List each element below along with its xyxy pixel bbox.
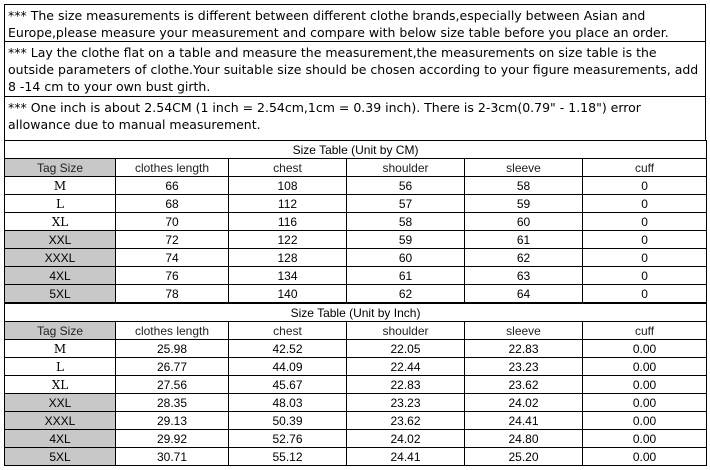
tag-size-cell: M bbox=[5, 340, 116, 358]
column-header: cuff bbox=[583, 322, 707, 340]
column-header: sleeve bbox=[465, 322, 583, 340]
table-row bbox=[5, 213, 707, 231]
table-cell: 0.00 bbox=[583, 340, 707, 358]
table-cell: 23.62 bbox=[465, 376, 583, 394]
table-cell: 26.77 bbox=[116, 358, 229, 376]
table-cell: 108 bbox=[229, 177, 347, 195]
tag-size-cell: XL bbox=[5, 376, 116, 394]
table-cell: 0.00 bbox=[583, 412, 707, 430]
table-cell: 28.35 bbox=[116, 394, 229, 412]
table-cell: 42.52 bbox=[229, 340, 347, 358]
column-header: Tag Size bbox=[5, 322, 116, 340]
table-cell: 116 bbox=[229, 213, 347, 231]
tag-size-cell: XL bbox=[5, 213, 116, 231]
tag-size-cell: 5XL bbox=[5, 285, 116, 303]
table-cell: 29.92 bbox=[116, 430, 229, 448]
table-cell: 55.12 bbox=[229, 448, 347, 466]
table-cell: 24.41 bbox=[347, 448, 465, 466]
column-header: chest bbox=[229, 159, 347, 177]
table-cell: 0.00 bbox=[583, 448, 707, 466]
tag-size-cell: XXL bbox=[5, 231, 116, 249]
column-header: shoulder bbox=[347, 159, 465, 177]
column-header: clothes length bbox=[116, 159, 229, 177]
table-cell: 25.98 bbox=[116, 340, 229, 358]
table-cell: 0 bbox=[583, 285, 707, 303]
tag-size-cell: XXL bbox=[5, 394, 116, 412]
tag-size-cell: 5XL bbox=[5, 448, 116, 466]
table-cell: 0.00 bbox=[583, 376, 707, 394]
table-cell: 58 bbox=[347, 213, 465, 231]
table-cell: 68 bbox=[116, 195, 229, 213]
table-cell: 61 bbox=[465, 231, 583, 249]
table-row bbox=[5, 340, 707, 358]
table-cell: 24.41 bbox=[465, 412, 583, 430]
notice-brand-difference: *** The size measurements is different between different clothe brands,especially between Asian and Europe,please measure your measurement and compare with below size table before you place an order. bbox=[4, 4, 706, 41]
column-header: sleeve bbox=[465, 159, 583, 177]
table-cell: 66 bbox=[116, 177, 229, 195]
table-cell: 0.00 bbox=[583, 358, 707, 376]
table-cell: 0 bbox=[583, 177, 707, 195]
column-header: shoulder bbox=[347, 322, 465, 340]
table-cell: 0 bbox=[583, 231, 707, 249]
tag-size-cell: 4XL bbox=[5, 267, 116, 285]
table-header-row bbox=[5, 159, 707, 177]
table-cell: 60 bbox=[465, 213, 583, 231]
table-cell: 0 bbox=[583, 213, 707, 231]
table-cell: 134 bbox=[229, 267, 347, 285]
table-cell: 76 bbox=[116, 267, 229, 285]
table-row bbox=[5, 177, 707, 195]
table-cell: 52.76 bbox=[229, 430, 347, 448]
table-cell: 23.23 bbox=[347, 394, 465, 412]
table-cell: 23.23 bbox=[465, 358, 583, 376]
table-row bbox=[5, 195, 707, 213]
table-cell: 24.80 bbox=[465, 430, 583, 448]
table-cell: 22.83 bbox=[347, 376, 465, 394]
tag-size-cell: M bbox=[5, 177, 116, 195]
table-cell: 128 bbox=[229, 249, 347, 267]
table-cell: 72 bbox=[116, 231, 229, 249]
table-title: Size Table (Unit by CM) bbox=[5, 141, 707, 159]
table-cell: 0 bbox=[583, 267, 707, 285]
table-cell: 59 bbox=[347, 231, 465, 249]
size-table-cm bbox=[4, 140, 707, 303]
tag-size-cell: L bbox=[5, 195, 116, 213]
table-cell: 24.02 bbox=[347, 430, 465, 448]
table-cell: 50.39 bbox=[229, 412, 347, 430]
column-header: cuff bbox=[583, 159, 707, 177]
table-cell: 140 bbox=[229, 285, 347, 303]
table-cell: 27.56 bbox=[116, 376, 229, 394]
table-cell: 61 bbox=[347, 267, 465, 285]
table-cell: 48.03 bbox=[229, 394, 347, 412]
tag-size-cell: XXXL bbox=[5, 412, 116, 430]
table-cell: 112 bbox=[229, 195, 347, 213]
table-cell: 62 bbox=[347, 285, 465, 303]
table-row bbox=[5, 412, 707, 430]
tag-size-cell: XXXL bbox=[5, 249, 116, 267]
table-row bbox=[5, 267, 707, 285]
table-cell: 0.00 bbox=[583, 394, 707, 412]
column-header: clothes length bbox=[116, 322, 229, 340]
table-cell: 78 bbox=[116, 285, 229, 303]
table-row bbox=[5, 430, 707, 448]
table-cell: 63 bbox=[465, 267, 583, 285]
table-cell: 122 bbox=[229, 231, 347, 249]
notice-measure-flat: *** Lay the clothe flat on a table and measure the measurement,the measurements on size table is the outside parameters of clothe.Your suitable size should be chosen according to your figure measurements, add 8 -14 cm to your own bust girth. bbox=[4, 41, 706, 96]
table-row bbox=[5, 249, 707, 267]
table-cell: 23.62 bbox=[347, 412, 465, 430]
table-cell: 62 bbox=[465, 249, 583, 267]
table-cell: 70 bbox=[116, 213, 229, 231]
table-row bbox=[5, 358, 707, 376]
table-cell: 22.05 bbox=[347, 340, 465, 358]
notice-inch-conversion: *** One inch is about 2.54CM (1 inch = 2.54cm,1cm = 0.39 inch). There is 2-3cm(0.79" - 1.18") error allowance due to manual measurement. bbox=[4, 96, 706, 140]
table-cell: 0 bbox=[583, 249, 707, 267]
table-cell: 22.83 bbox=[465, 340, 583, 358]
table-cell: 45.67 bbox=[229, 376, 347, 394]
table-cell: 57 bbox=[347, 195, 465, 213]
table-row bbox=[5, 231, 707, 249]
table-title: Size Table (Unit by Inch) bbox=[5, 304, 707, 322]
table-header-row bbox=[5, 322, 707, 340]
table-cell: 30.71 bbox=[116, 448, 229, 466]
size-table-inch bbox=[4, 303, 707, 466]
column-header: Tag Size bbox=[5, 159, 116, 177]
table-cell: 44.09 bbox=[229, 358, 347, 376]
table-cell: 56 bbox=[347, 177, 465, 195]
table-cell: 74 bbox=[116, 249, 229, 267]
table-cell: 0.00 bbox=[583, 430, 707, 448]
table-row bbox=[5, 285, 707, 303]
tag-size-cell: L bbox=[5, 358, 116, 376]
table-cell: 22.44 bbox=[347, 358, 465, 376]
table-cell: 0 bbox=[583, 195, 707, 213]
table-cell: 64 bbox=[465, 285, 583, 303]
table-cell: 29.13 bbox=[116, 412, 229, 430]
table-cell: 24.02 bbox=[465, 394, 583, 412]
size-guide bbox=[4, 4, 706, 466]
tag-size-cell: 4XL bbox=[5, 430, 116, 448]
table-row bbox=[5, 448, 707, 466]
table-cell: 25.20 bbox=[465, 448, 583, 466]
table-row bbox=[5, 376, 707, 394]
table-row bbox=[5, 394, 707, 412]
table-cell: 59 bbox=[465, 195, 583, 213]
table-cell: 60 bbox=[347, 249, 465, 267]
table-cell: 58 bbox=[465, 177, 583, 195]
column-header: chest bbox=[229, 322, 347, 340]
